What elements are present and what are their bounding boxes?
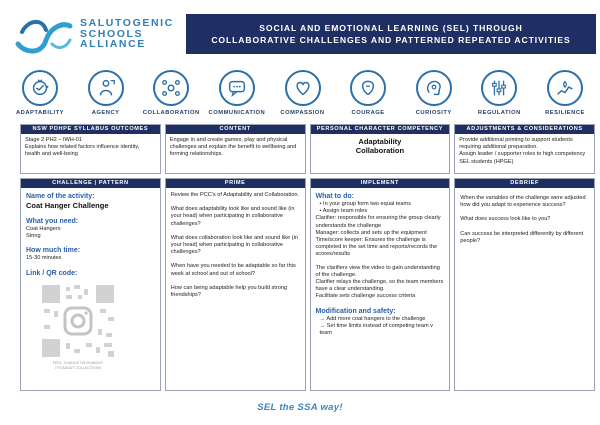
competency-compassion bbox=[273, 70, 333, 122]
challenge-header: CHALLENGE | PATTERN bbox=[21, 179, 160, 188]
prime-text: How can being adaptable help you build strong friendships? bbox=[170, 284, 288, 299]
prime-text: When have you needed to be adaptable so far this week at school and out of school? bbox=[170, 263, 296, 277]
banner-line-2: COLLABORATIVE CHALLENGES AND PATTERNED REPEATED ACTIVITIES bbox=[211, 35, 571, 45]
role-text: Clarifier: responsible for ensuring the group clearly understands the challenge bbox=[315, 215, 441, 229]
time-label: How much time: bbox=[26, 247, 81, 255]
collaboration-icon bbox=[160, 77, 182, 99]
adaptability-icon bbox=[29, 77, 51, 99]
activity-row bbox=[20, 178, 595, 391]
regulation-icon bbox=[488, 77, 510, 99]
todo-label: What to do: bbox=[315, 193, 354, 200]
compassion-icon bbox=[292, 77, 314, 99]
icon-label: REGULATION bbox=[477, 110, 521, 116]
syllabus-outcomes-panel bbox=[20, 124, 161, 174]
competency-panel bbox=[310, 124, 451, 174]
link-label: Link / QR code: bbox=[26, 269, 78, 277]
competency-agency bbox=[76, 70, 136, 122]
debrief-text: What does success look like to you? bbox=[460, 216, 551, 223]
competency-collaboration bbox=[141, 70, 201, 122]
syllabus-header: NSW PDHPE SYLLABUS OUTCOMES bbox=[21, 125, 160, 134]
qr-code-icon bbox=[38, 281, 118, 361]
need-item: Coat Hangers bbox=[26, 226, 61, 232]
implement-text: Facilitate sets challenge success criteria bbox=[315, 293, 416, 300]
logo-mark-icon bbox=[12, 10, 74, 58]
modification-item: → Set time limits instead of competing team v team bbox=[319, 322, 433, 337]
implement-panel bbox=[310, 178, 451, 391]
competency-icon-row bbox=[10, 70, 595, 122]
implement-text: Clarifier relays the challenge, so the team members have a clear understanding. bbox=[315, 279, 444, 293]
competency-communication bbox=[207, 70, 267, 122]
challenge-panel bbox=[20, 178, 161, 391]
logo-line-1: SALUTOGENIC bbox=[80, 17, 174, 29]
icon-label: RESILIENCE bbox=[545, 110, 585, 116]
debrief-text: Can success be interpreted differently by different people? bbox=[460, 230, 584, 244]
icon-label: COMPASSION bbox=[280, 110, 325, 116]
modification-item: → Add more coat hangers to the challenge bbox=[319, 315, 426, 322]
icon-label: COURAGE bbox=[351, 110, 385, 116]
adjustment-1: Provide additional priming to support students requiring additional preparation. bbox=[459, 137, 573, 151]
role-text: Time/score keeper: Ensures the challenge is completed in the set time and reports/records the scores/results bbox=[315, 237, 438, 258]
time-value: 15-30 minutes bbox=[26, 255, 62, 262]
todo-bullet: • Assign team roles bbox=[319, 208, 368, 215]
courage-icon bbox=[357, 77, 379, 99]
debrief-text: When the variables of the challenge were adjusted how did you adapt to experience success? bbox=[460, 195, 586, 209]
need-item: String bbox=[26, 233, 41, 240]
role-text: Manager: collects and sets up the equipment bbox=[315, 229, 427, 236]
outcomes-row bbox=[20, 124, 595, 174]
prime-panel bbox=[165, 178, 306, 391]
banner-line-1: SOCIAL AND EMOTIONAL LEARNING (SEL) THROUGH bbox=[259, 23, 523, 33]
needs-label: What you need: bbox=[26, 218, 79, 225]
qr-caption: FEEL, CHANGE ON IN ABOUT IT'S ABOUT COLLECTIONS bbox=[52, 360, 104, 370]
competency-adaptability-label: Adaptability bbox=[358, 137, 402, 146]
todo-bullet: • In your group form two equal teams bbox=[319, 201, 412, 207]
footer-tagline: SEL the SSA way! bbox=[257, 402, 343, 413]
debrief-panel bbox=[454, 178, 595, 391]
prime-text: Review the PCC's of Adaptability and Collaboration. bbox=[170, 192, 299, 198]
adjustments-header: ADJUSTMENTS & CONSIDERATIONS bbox=[455, 125, 594, 134]
debrief-header: DEBRIEF bbox=[455, 179, 594, 188]
modification-label: Modification and safety: bbox=[315, 307, 396, 315]
competency-adaptability bbox=[10, 70, 70, 122]
content-header: CONTENT bbox=[166, 125, 305, 134]
curiosity-icon bbox=[423, 77, 445, 99]
competency-courage bbox=[338, 70, 398, 122]
competency-resilience bbox=[535, 70, 595, 122]
adjustments-panel bbox=[454, 124, 595, 174]
syllabus-description: Explains how related factors influence identity, health and well-being bbox=[25, 144, 140, 158]
logo-line-3: ALLIANCE bbox=[80, 38, 146, 50]
qr-code[interactable] bbox=[38, 281, 118, 376]
competency-regulation bbox=[469, 70, 529, 122]
icon-label: COLLABORATION bbox=[142, 110, 200, 116]
implement-text: The clarifiers view the video to gain understanding of the challenge. bbox=[315, 264, 440, 278]
prime-text: What does collaboration look like and sound like (in your head) when participating in collaborative challenges? bbox=[170, 234, 298, 256]
implement-header: IMPLEMENT bbox=[311, 179, 450, 188]
logo bbox=[12, 10, 172, 58]
activity-name-label: Name of the activity: bbox=[26, 193, 95, 200]
logo-text bbox=[80, 18, 174, 50]
competency-header: PERSONAL CHARACTER COMPETENCY bbox=[311, 125, 450, 134]
agency-icon bbox=[95, 77, 117, 99]
syllabus-code: Stage 2 PH2 – IWH-01 bbox=[25, 137, 82, 143]
activity-name: Coat Hanger Challenge bbox=[26, 201, 109, 210]
logo-line-2: SCHOOLS bbox=[80, 27, 144, 40]
icon-label: CURIOSITY bbox=[415, 110, 452, 116]
communication-icon bbox=[226, 77, 248, 99]
competency-curiosity bbox=[404, 70, 464, 122]
competency-collaboration-label: Collaboration bbox=[355, 146, 405, 155]
adjustment-2: Assign leader / supporter roles to high competency SEL students (HPGE) bbox=[459, 151, 586, 165]
prime-header: PRIME bbox=[166, 179, 305, 188]
resilience-icon bbox=[554, 77, 576, 99]
icon-label: ADAPTABILITY bbox=[15, 110, 65, 116]
header bbox=[0, 0, 600, 66]
content-panel bbox=[165, 124, 306, 174]
title-banner bbox=[186, 14, 596, 54]
icon-label: COMMUNICATION bbox=[208, 110, 266, 116]
icon-label: AGENCY bbox=[91, 110, 120, 116]
content-text: Engage in and create games, play and physical challenges and explain the benefit to wellbeing and forming relationships. bbox=[169, 137, 297, 158]
prime-text: What does adaptability look like and sound like (in your head) when participating in collaborative challenges? bbox=[170, 206, 295, 227]
